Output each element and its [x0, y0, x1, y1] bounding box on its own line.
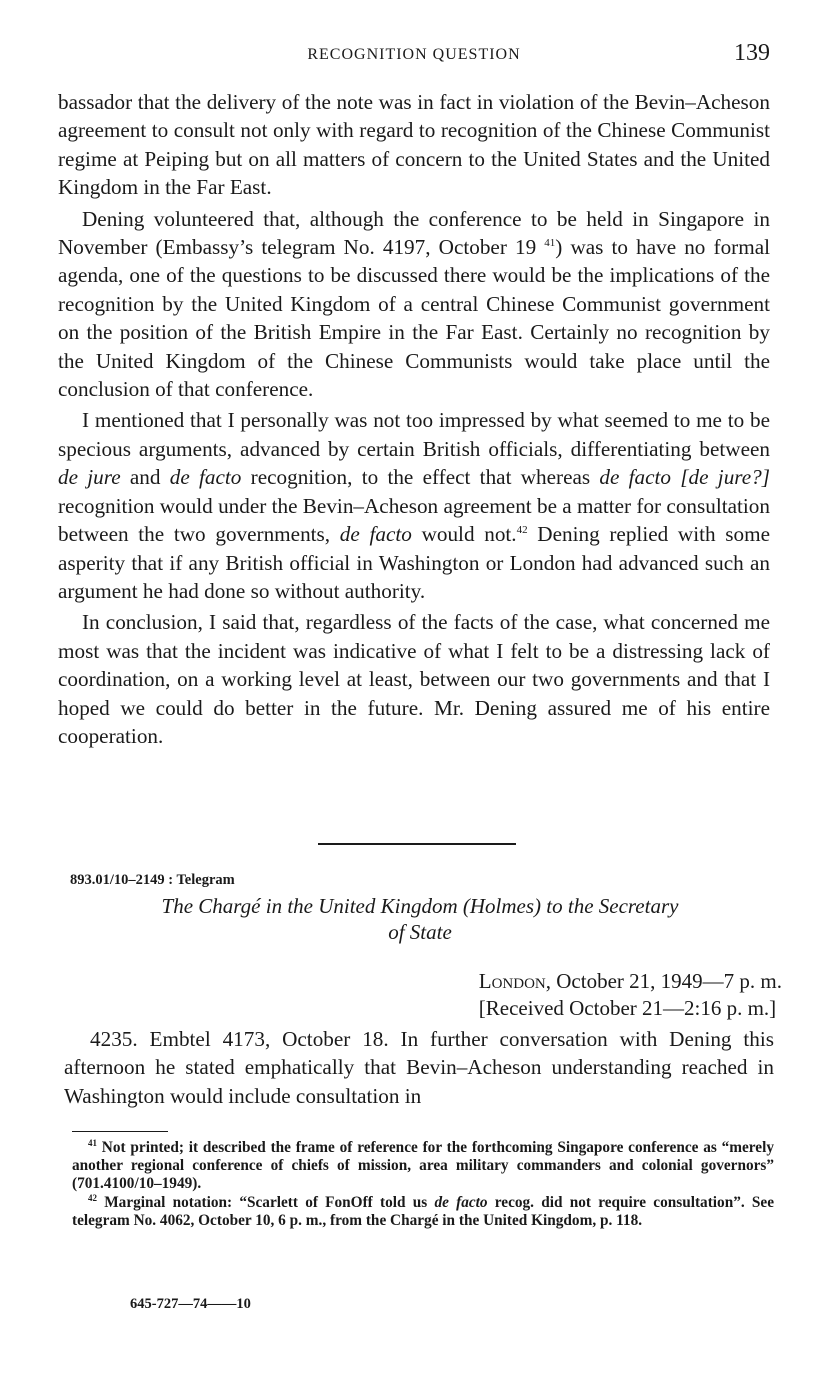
dateline-date: , October 21, 1949—7 p. m.: [545, 969, 782, 993]
paragraph-2-text-b: ) was to have no formal agenda, one of the questions to be discussed there would be the implications of the recognition by the United Kingdom of a central Chinese Communist government on the position of the British Empire in the Far East. Certainly no recognition by the United Kingdom of the Chinese Communists would take place until the conclusion of that conference.: [58, 235, 770, 402]
print-code: 645-727—74——10: [130, 1296, 251, 1312]
section-divider: [318, 843, 516, 845]
footnote-42: [72, 1194, 774, 1230]
footnote-rule: [72, 1131, 168, 1132]
footnotes: [72, 1139, 774, 1230]
footnote-42-text-a: Marginal notation: “Scarlett of FonOff told us: [97, 1193, 428, 1211]
paragraph-2: [58, 205, 770, 404]
footnote-42-mark: 42: [88, 1192, 97, 1203]
paragraph-3-text-e: Dening replied with some asperity that if any British official in Washington or London had advanced such an argument he had done so without authority.: [58, 522, 770, 603]
term-de-jure: de jure: [58, 465, 121, 490]
footnote-41-text: Not printed; it described the frame of reference for the forthcoming Singapore conference as “merely another regional conference of chiefs of mission, area military commanders and colonial governors” (701.4100/10–1949).: [72, 1139, 774, 1193]
body-text: [58, 88, 770, 750]
paragraph-3-text-d: would not.: [421, 522, 517, 547]
document-title-line-2: of State: [388, 920, 452, 944]
term-de-facto-2: de facto: [599, 465, 672, 490]
footnote-42-term-de-facto: de facto: [434, 1193, 488, 1211]
running-head: RECOGNITION QUESTION: [307, 46, 521, 63]
dateline-sent: [479, 968, 782, 995]
footnote-ref-42: 42: [516, 524, 528, 537]
editorial-bracket: [de jure?]: [680, 465, 770, 490]
paragraph-3-text-b: recognition, to the effect that whereas: [250, 465, 591, 490]
dateline-place: London: [478, 969, 546, 993]
paragraph-4: In conclusion, I said that, regardless of the facts of the case, what concerned me most was that the incident was indicative of what I felt to be a distressing lack of coordination, on a working level at least, between our two governments and that I hoped we could do better in the future. Mr. Dening assured me of his entire cooperation.: [58, 610, 770, 748]
document-id: 893.01/10–2149 : Telegram: [70, 872, 235, 888]
paragraph-3-text-a: I mentioned that I personally was not too impressed by what seemed to me to be specious arguments, advanced by certain British officials, differentiating between: [58, 408, 770, 461]
footnote-41: [72, 1139, 774, 1194]
dateline: [479, 968, 782, 1022]
dateline-received: [Received October 21—2:16 p. m.]: [478, 996, 777, 1020]
document-title-line-1: The Chargé in the United Kingdom (Holmes) to the Secretary: [161, 894, 679, 918]
paragraph-2-text-a: Dening volunteered that, although the conference to be held in Singapore in November (Embassy’s telegram No. 4197, October 19: [58, 206, 770, 260]
footnote-42-text-b: recog. did not require consultation”. See telegram No. 4062, October 10, 6 p. m., from the Chargé in the United Kingdom, p. 118.: [72, 1193, 774, 1229]
page-number: 139: [734, 40, 770, 66]
paragraph-1: bassador that the delivery of the note was in fact in violation of the Bevin–Acheson agreement to consult not only with regard to recognition of the Chinese Communist regime at Peiping but on all matters of concern to the United States and the United Kingdom in the Far East.: [58, 90, 770, 200]
footnote-ref-41: 41: [544, 236, 556, 249]
telegram-body: [64, 1025, 774, 1110]
paragraph-3-and: and: [129, 465, 161, 490]
telegram-paragraph: 4235. Embtel 4173, October 18. In further conversation with Dening this afternoon he stated emphatically that Bevin–Acheson understanding reached in Washington would include consultation in: [64, 1027, 774, 1108]
document-title: [70, 893, 770, 945]
term-de-facto-3: de facto: [339, 522, 412, 547]
term-de-facto: de facto: [169, 465, 242, 490]
footnote-41-mark: 41: [88, 1137, 97, 1148]
paragraph-3: [58, 406, 770, 605]
paragraph-3-text-c: recognition would under the Bevin–Acheson agreement be a matter for consultation between the two governments,: [58, 493, 770, 547]
page-header: [58, 40, 770, 70]
